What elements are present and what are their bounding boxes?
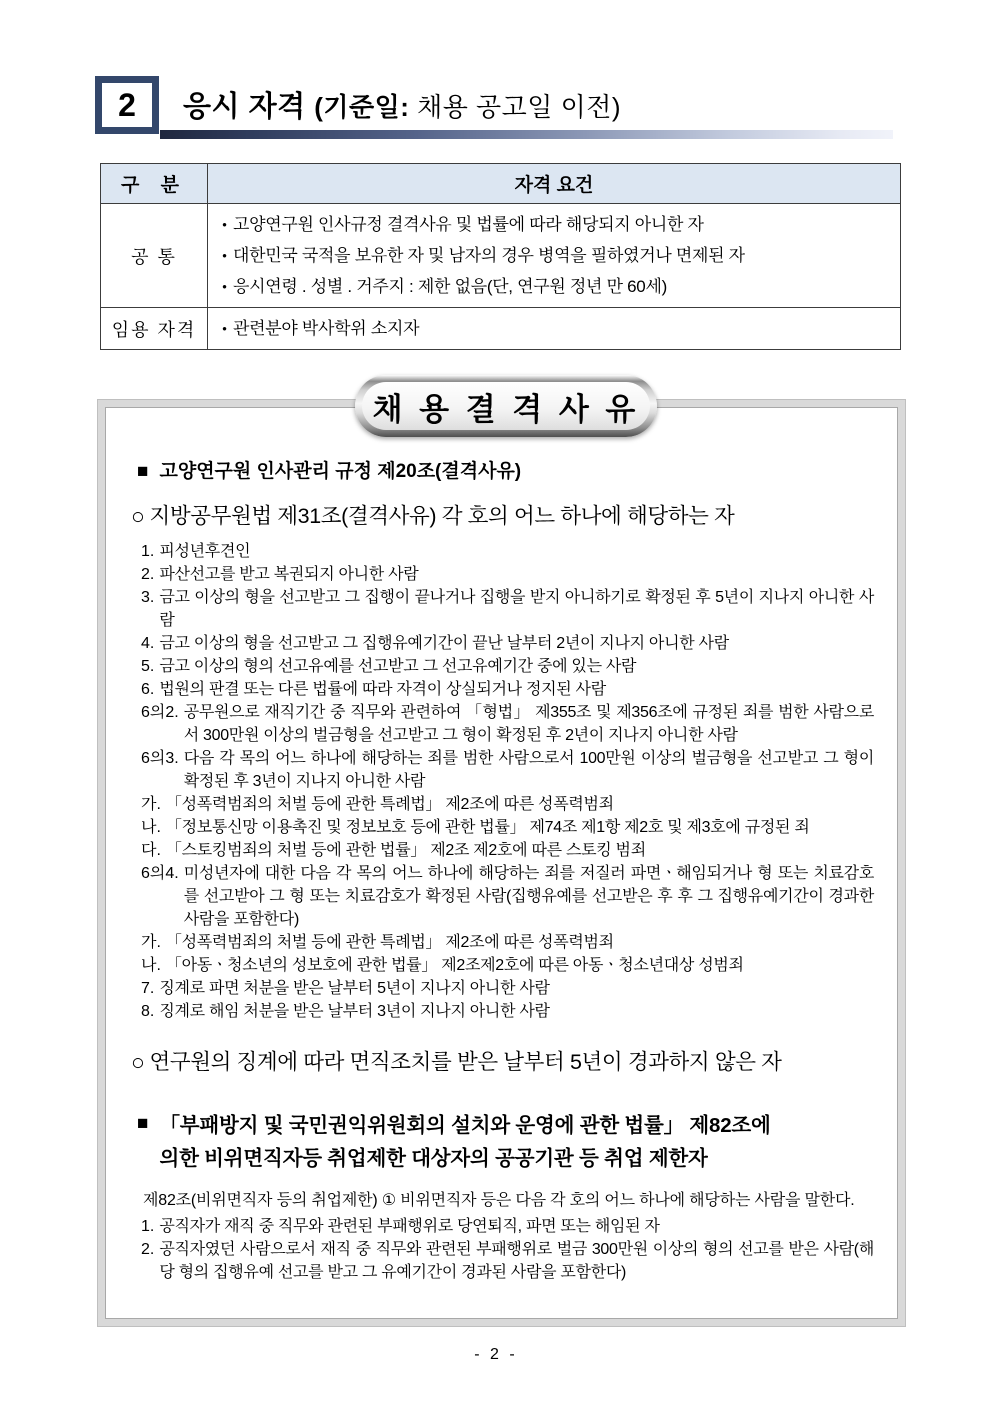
header-requirement: 자격 요건 [208, 164, 901, 204]
list-item-text: 미성년자에 대한 다음 각 목의 어느 하나에 해당하는 죄를 저질러 파면ㆍ해임되거나 형 또는 치료감호를 선고받아 그 형 또는 치료감호가 확정된 사람(집행유예를 선고받은 후 후 그 집행유예기간이 경과한 사람을 포함한다) [183, 865, 874, 928]
bullet-line [216, 271, 896, 302]
list-item-label: 4. [141, 635, 155, 652]
circle-bullet-icon: ○ [131, 503, 145, 529]
table-row-appointment [101, 308, 901, 350]
list-item-text: 법원의 판결 또는 다른 법률에 따라 자격이 상실되거나 정지된 사람 [159, 681, 606, 698]
list-item [141, 1215, 874, 1238]
article82-intro: 제82조(비위면직자 등의 취업제한) ① 비위면직자 등은 다음 각 호의 어느 하나에 해당하는 사람을 말한다. [143, 1192, 855, 1209]
requirement-cell-appointment [208, 308, 901, 350]
bullet-icon: • [222, 321, 227, 336]
list-item-text: 공직자가 재직 중 직무와 관련된 부패행위로 당연퇴직, 파면 또는 해임된 자 [159, 1218, 660, 1235]
list-item-label: 5. [141, 658, 155, 675]
bullet-text: 관련분야 박사학위 소지자 [233, 319, 420, 338]
list-item-label: 나. [141, 819, 161, 836]
list-item-text: 징계로 해임 처분을 받은 날부터 3년이 지나지 아니한 사람 [159, 1003, 550, 1020]
list-item-text: 금고 이상의 형을 선고받고 그 집행유예기간이 끝난 날부터 2년이 지나지 아니한 사람 [159, 635, 729, 652]
list-item-label: 6의4. [141, 865, 179, 882]
list-item [141, 563, 874, 586]
list-item-label: 1. [141, 543, 155, 560]
list-item-text: 「아동ㆍ청소년의 성보호에 관한 법률」 제2조제2호에 따른 아동ㆍ청소년대상 성범죄 [165, 957, 744, 974]
section-content [105, 407, 898, 1284]
bullet-icon: • [222, 248, 227, 263]
list-item [141, 632, 874, 655]
bullet-icon: • [222, 217, 227, 232]
list-item-label: 다. [141, 842, 161, 859]
section-number-box [95, 76, 159, 134]
heading-anticorruption-line1: 「부패방지 및 국민권익위원회의 설치와 운영에 관한 법률」 제82조에 [159, 1114, 771, 1137]
heading-regulation [137, 457, 876, 487]
heading-regulation-text: 고양연구원 인사관리 규정 제20조(결격사유) [159, 461, 522, 482]
list-item [141, 839, 874, 862]
list-item-label: 8. [141, 1003, 155, 1020]
list-item-text: 「성폭력범죄의 처벌 등에 관한 특례법」 제2조에 따른 성폭력범죄 [165, 934, 614, 951]
page-title-paren-rest: 채용 공고일 이전) [409, 92, 622, 122]
list-item-label: 6. [141, 681, 155, 698]
list-item-label: 7. [141, 980, 155, 997]
list-item [141, 954, 874, 977]
square-bullet-icon: ■ [137, 461, 149, 482]
list-item [141, 816, 874, 839]
bullet-list-common [216, 209, 896, 302]
list-item-text: 공무원으로 재직기간 중 직무와 관련하여 「형법」 제355조 및 제356조에 규정된 죄를 범한 사람으로서 300만원 이상의 벌금형을 선고받고 그 형이 확정된 후 2년이 지나지 아니한 사람 [183, 704, 874, 744]
subheading-dismissal-text: 연구원의 징계에 따라 면직조치를 받은 날부터 5년이 경과하지 않은 자 [149, 1050, 782, 1074]
list-item [141, 977, 874, 1000]
list-item-label: 6의2. [141, 704, 179, 721]
list-item-text: 금고 이상의 형을 선고받고 그 집행이 끝나거나 집행을 받지 아니하기로 확정된 후 5년이 지나지 아니한 사람 [159, 589, 874, 629]
list-item [141, 747, 874, 793]
list-item [141, 1000, 874, 1023]
bullet-line [216, 209, 896, 240]
title-underline-bar [160, 130, 893, 139]
list-item-text: 「스토킹범죄의 처벌 등에 관한 법률」 제2조 제2호에 따른 스토킹 범죄 [165, 842, 646, 859]
heading-anticorruption-text [159, 1109, 876, 1175]
table-header-row [101, 164, 901, 204]
category-cell-common: 공 통 [101, 204, 208, 308]
bullet-line [216, 313, 896, 344]
circle-bullet-icon: ○ [131, 1049, 145, 1075]
section-badge [355, 375, 657, 437]
list-item-text: 파산선고를 받고 복권되지 아니한 사람 [159, 566, 419, 583]
list-item-label: 1. [141, 1218, 155, 1235]
list-item-text: 징계로 파면 처분을 받은 날부터 5년이 지나지 아니한 사람 [159, 980, 550, 997]
list-item-text: 공직자였던 사람으로서 재직 중 직무와 관련된 부패행위로 벌금 300만원 이상의 형의 선고를 받은 사람(해당 형의 집행유예 선고를 받고 그 유예기간이 경과된 사람을 포함한다) [159, 1241, 874, 1281]
bullet-list-appointment [216, 313, 896, 344]
square-bullet-icon: ■ [137, 1113, 149, 1134]
list-item-text: 피성년후견인 [159, 543, 251, 560]
list-item [141, 1238, 874, 1284]
list-item-label: 6의3. [141, 750, 179, 767]
list-item-text: 「성폭력범죄의 처벌 등에 관한 특례법」 제2조에 따른 성폭력범죄 [165, 796, 614, 813]
list-item-label: 3. [141, 589, 155, 606]
list-item-label: 가. [141, 796, 161, 813]
bullet-line [216, 240, 896, 271]
disqualification-section-box [98, 391, 905, 1326]
subheading-text: 지방공무원법 제31조(결격사유) 각 호의 어느 하나에 해당하는 자 [149, 504, 735, 528]
list-item [141, 678, 874, 701]
page-title-paren-bold: (기준일: [314, 92, 410, 122]
requirement-cell-common [208, 204, 901, 308]
header-category: 구 분 [101, 164, 208, 204]
list-item [141, 931, 874, 954]
list-item-label: 가. [141, 934, 161, 951]
list-item-text: 다음 각 목의 어느 하나에 해당하는 죄를 범한 사람으로서 100만원 이상의 벌금형을 선고받고 그 형이 확정된 후 3년이 지나지 아니한 사람 [183, 750, 874, 790]
bullet-text: 고양연구원 인사규정 결격사유 및 법률에 따라 해당되지 아니한 자 [233, 215, 704, 234]
page-number: - 2 - [474, 1346, 518, 1363]
bullet-icon: • [222, 279, 227, 294]
list-item [141, 540, 874, 563]
list-item-text: 금고 이상의 형의 선고유예를 선고받고 그 선고유예기간 중에 있는 사람 [159, 658, 637, 675]
list-item [141, 862, 874, 931]
bullet-text: 응시연령 . 성별 . 거주지 : 제한 없음(단, 연구원 정년 만 60세) [233, 277, 667, 296]
subheading-local-civil-service-act [131, 501, 876, 531]
disqualification-list [141, 540, 874, 1023]
heading-anticorruption-line2: 의한 비위면직자등 취업제한 대상자의 공공기관 등 취업 제한자 [159, 1147, 708, 1170]
page-title [183, 76, 621, 125]
subheading-dismissal [131, 1047, 876, 1077]
page-title-main: 응시 자격 [183, 91, 306, 123]
table-row-common [101, 204, 901, 308]
category-cell-appointment: 임용 자격 [101, 308, 208, 350]
list-item [141, 586, 874, 632]
section-number: 2 [118, 86, 136, 123]
list-item-label: 2. [141, 1241, 155, 1258]
list-item [141, 655, 874, 678]
heading-anticorruption-act [137, 1109, 876, 1175]
article82-list [141, 1215, 874, 1284]
list-item-text: 「정보통신망 이용촉진 및 정보보호 등에 관한 법률」 제74조 제1항 제2호 및 제3호에 규정된 죄 [165, 819, 810, 836]
bullet-text: 대한민국 국적을 보유한 자 및 남자의 경우 병역을 필하였거나 면제된 자 [233, 246, 745, 265]
section-badge-label: 채 용 결 격 사 유 [362, 382, 650, 430]
list-item-label: 2. [141, 566, 155, 583]
page-header [95, 76, 900, 139]
list-item [141, 701, 874, 747]
list-item-label: 나. [141, 957, 161, 974]
qualification-table [100, 163, 901, 350]
list-item [141, 793, 874, 816]
